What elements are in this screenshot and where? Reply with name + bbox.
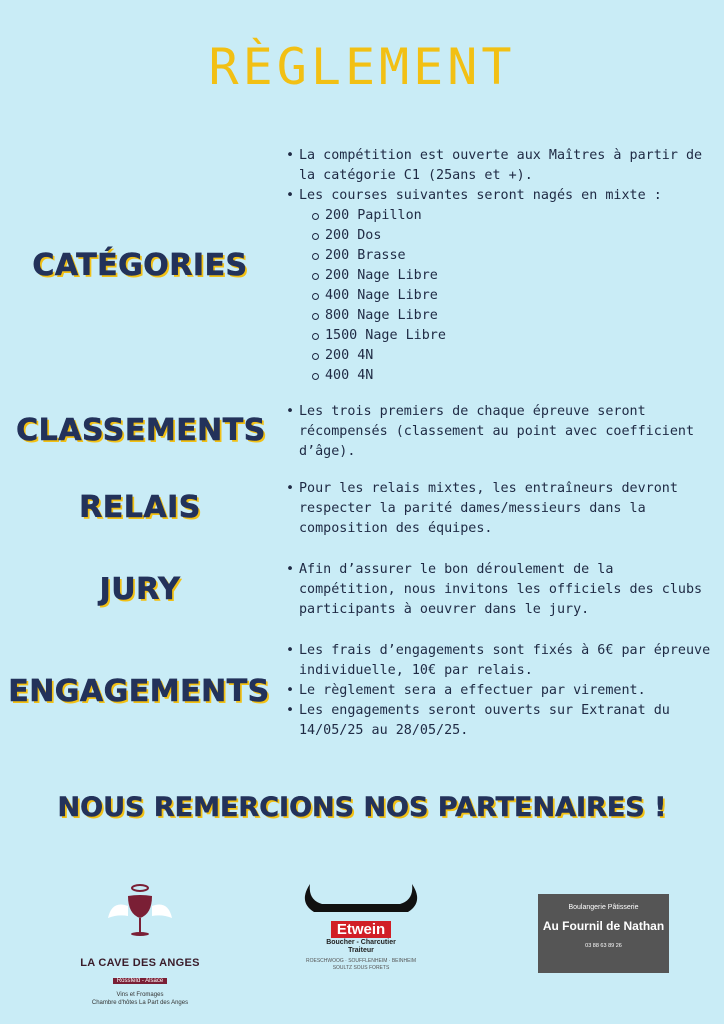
etwein-logo — [290, 882, 432, 992]
fournil-phone: 03 88 63 89 26 — [585, 943, 622, 949]
etwein-town-2: SOULTZ SOUS FORETS — [332, 965, 390, 971]
relais-heading: RELAIS — [79, 490, 201, 525]
etwein-line-2: Traiteur — [348, 947, 374, 954]
cave-line-1: Vins et Fromages — [116, 992, 164, 998]
fournil-name: Au Fournil de Nathan — [542, 919, 665, 933]
partners-thanks: NOUS REMERCIONS NOS PARTENAIRES ! — [57, 792, 667, 823]
page-title: RÈGLEMENT — [208, 38, 516, 96]
categories-heading: CATÉGORIES — [32, 248, 248, 283]
etwein-name: Etwein — [331, 921, 391, 938]
cave-line-2: Chambre d'hôtes La Part des Anges — [91, 1000, 189, 1006]
fournil-de-nathan-logo — [538, 894, 669, 973]
cave-name: LA CAVE DES ANGES — [80, 957, 200, 969]
wine-glass-angel-icon — [100, 880, 180, 950]
engagements-block — [286, 641, 716, 741]
engagements-bullet-2: • Le règlement sera a effectuer par virement. — [286, 681, 716, 701]
relais-block — [286, 479, 716, 539]
race-item: 200 4N — [312, 346, 716, 366]
jury-block — [286, 560, 716, 620]
engagements-heading: ENGAGEMENTS — [8, 674, 270, 709]
race-item: 800 Nage Libre — [312, 306, 716, 326]
classements-heading: CLASSEMENTS — [16, 413, 266, 448]
categories-bullet-2: • Les courses suivantes seront nagés en mixte : — [286, 186, 716, 206]
race-item: 400 4N — [312, 366, 716, 386]
bull-horns-icon — [290, 882, 432, 916]
fournil-top: Boulangerie Pâtisserie — [568, 904, 639, 911]
etwein-line-1: Boucher - Charcutier — [326, 939, 396, 946]
classements-bullet-1: • Les trois premiers de chaque épreuve seront récompensés (classement au point avec coefficient d’âge). — [286, 402, 716, 462]
etwein-towns: ROESCHWOOG · SOUFFLENHEIM · BEINHEIM — [305, 958, 416, 964]
race-item: 200 Nage Libre — [312, 266, 716, 286]
engagements-bullet-3: • Les engagements seront ouverts sur Extranat du 14/05/25 au 28/05/25. — [286, 701, 716, 741]
race-item: 400 Nage Libre — [312, 286, 716, 306]
races-list — [286, 206, 716, 386]
race-item: 1500 Nage Libre — [312, 326, 716, 346]
classements-block — [286, 402, 716, 462]
relais-bullet-1: • Pour les relais mixtes, les entraîneurs devront respecter la parité dames/messieurs dans la composition des équipes. — [286, 479, 716, 539]
categories-block — [286, 146, 716, 386]
jury-bullet-1: • Afin d’assurer le bon déroulement de la compétition, nous invitons les officiels des clubs participants à oeuvrer dans le jury. — [286, 560, 716, 620]
cave-tag: Rossfeld - Alsace — [113, 978, 167, 984]
race-item: 200 Brasse — [312, 246, 716, 266]
jury-heading: JURY — [99, 572, 181, 607]
race-item: 200 Dos — [312, 226, 716, 246]
race-item: 200 Papillon — [312, 206, 716, 226]
categories-bullet-1: • La compétition est ouverte aux Maîtres à partir de la catégorie C1 (25ans et +). — [286, 146, 716, 186]
cave-des-anges-logo — [80, 880, 200, 1006]
engagements-bullet-1: • Les frais d’engagements sont fixés à 6€ par épreuve individuelle, 10€ par relais. — [286, 641, 716, 681]
